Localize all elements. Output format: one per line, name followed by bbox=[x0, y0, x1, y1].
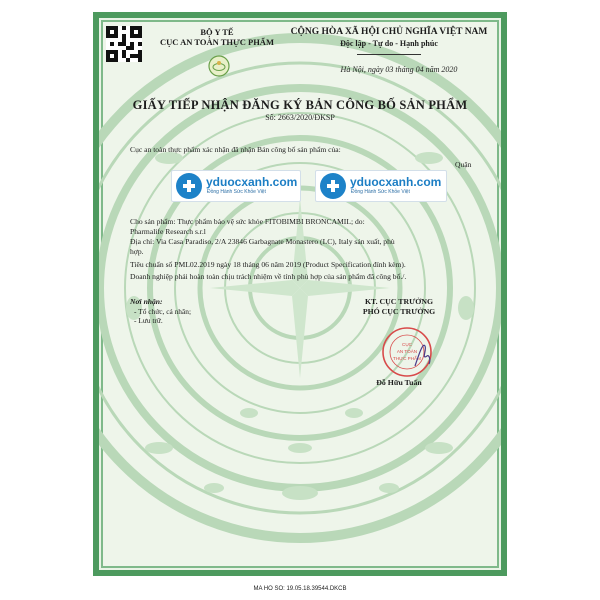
watermark-banner bbox=[315, 170, 447, 202]
agency-logo-icon bbox=[207, 54, 231, 78]
national-motto: Độc lập - Tự do - Hạnh phúc bbox=[340, 39, 438, 48]
pharmacy-cross-icon bbox=[320, 173, 346, 199]
motto-underline bbox=[357, 54, 421, 55]
recipient-item: - Tổ chức, cá nhân; bbox=[134, 307, 192, 316]
manufacturer-address-cont: hợp. bbox=[130, 247, 144, 256]
product-line: Cho sản phẩm: Thực phẩm bảo vệ sức khỏe FITOBIMBI BRONCAMIL; do: bbox=[130, 217, 365, 226]
seal-text: THỰC PHẨM bbox=[393, 356, 421, 361]
official-seal-icon bbox=[381, 326, 433, 378]
recipients-heading: Nơi nhận: bbox=[130, 297, 163, 306]
ministry-name: BỘ Y TẾ bbox=[200, 27, 234, 37]
responsibility-text: Doanh nghiệp phải hoàn toàn chịu trách nhiệm về tính phù hợp của sản phẩm đã công bố./. bbox=[130, 272, 407, 281]
signer-name: Đỗ Hữu Tuấn bbox=[376, 378, 422, 387]
standard-text: Tiêu chuẩn số PML02.2019 ngày 18 tháng 06 năm 2019 (Product Specification đính kèm). bbox=[130, 260, 406, 269]
signature-title bbox=[339, 297, 459, 317]
pharmacy-cross-icon bbox=[176, 173, 202, 199]
agency-name: CỤC AN TOÀN THỰC PHẨM bbox=[160, 37, 274, 47]
recipient-item: - Lưu trữ. bbox=[134, 316, 163, 325]
signature-line2: PHÓ CỤC TRƯỞNG bbox=[362, 307, 436, 316]
manufacturer-name: Pharmalife Research s.r.l bbox=[130, 227, 206, 236]
ministry-header bbox=[157, 27, 277, 47]
seal-text: AN TOÀN bbox=[396, 349, 418, 354]
qr-code bbox=[106, 26, 142, 62]
certificate bbox=[93, 12, 507, 576]
intro-text: Cục an toàn thực phẩm xác nhận đã nhận Bản công bố sản phẩm của: bbox=[130, 145, 341, 154]
watermark-brand: yduocxanh.com bbox=[206, 175, 298, 189]
dossier-code: MA HO SO: 19.05.18.39544.DKCB bbox=[253, 586, 347, 592]
issue-date: Hà Nội, ngày 03 tháng 04 năm 2020 bbox=[340, 65, 458, 74]
manufacturer-address: Địa chỉ: Via Casa Paradiso, 2/A 23846 Garbagnate Monastero (LC), Italy sản xuất, phù bbox=[130, 237, 395, 246]
watermark-brand: yduocxanh.com bbox=[350, 175, 442, 189]
watermark-tagline: Đồng Hành Sức Khỏe Việt bbox=[207, 189, 266, 195]
document-number: Số: 2663/2020/ĐKSP bbox=[265, 113, 335, 122]
signature-line1: KT. CỤC TRƯỞNG bbox=[364, 297, 434, 306]
seal-text: CỤC bbox=[402, 342, 412, 347]
district-text: Quận bbox=[455, 160, 472, 169]
document-title: GIẤY TIẾP NHẬN ĐĂNG KÝ BẢN CÔNG BỐ SẢN PHẨM bbox=[132, 98, 468, 112]
watermark-tagline: Đồng Hành Sức Khỏe Việt bbox=[351, 189, 410, 195]
republic-name: CỘNG HÒA XÃ HỘI CHỦ NGHĨA VIỆT NAM bbox=[290, 27, 488, 37]
watermark-banner bbox=[171, 170, 301, 202]
republic-header bbox=[284, 27, 494, 49]
